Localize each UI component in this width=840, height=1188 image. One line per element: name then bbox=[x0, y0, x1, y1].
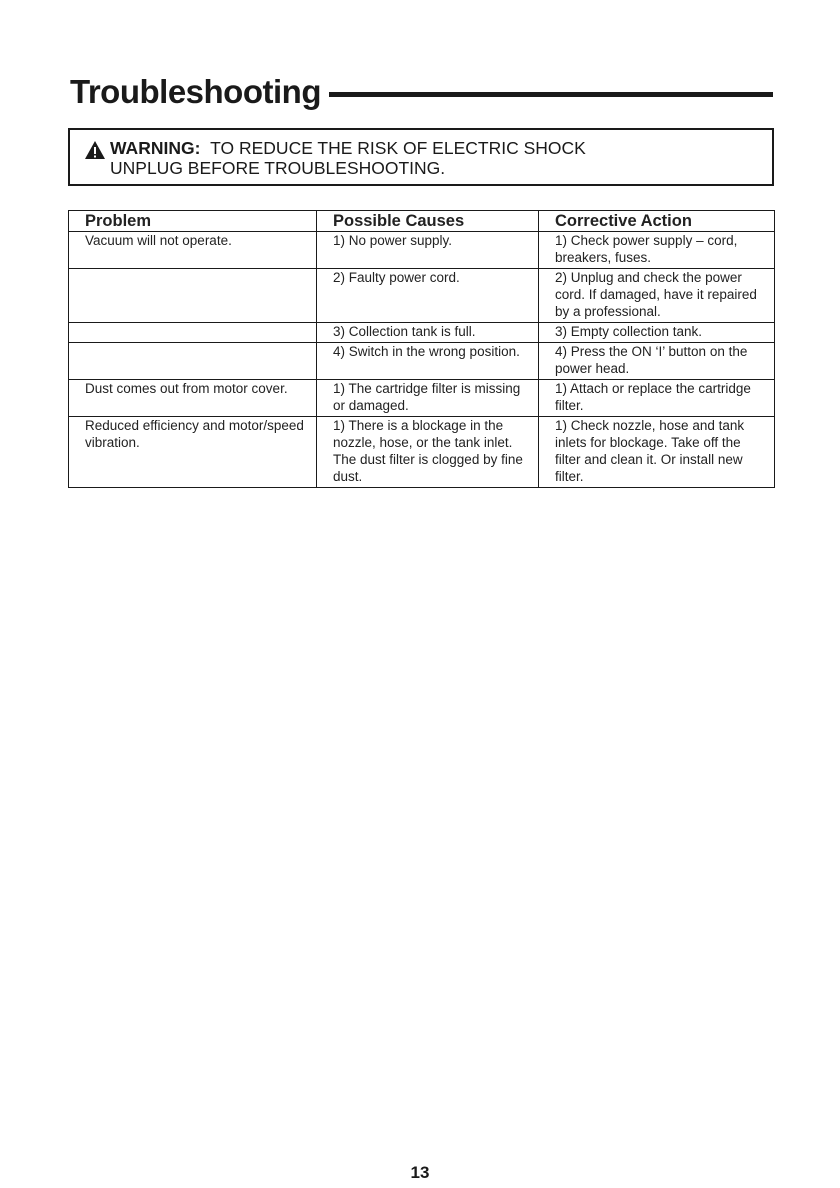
cause-cell: 2) Faulty power cord. bbox=[317, 269, 539, 323]
cause-cell: 4) Switch in the wrong position. bbox=[317, 343, 539, 380]
page-title: Troubleshooting bbox=[70, 73, 321, 110]
header-problem: Problem bbox=[69, 211, 317, 232]
table-row bbox=[69, 269, 775, 323]
action-cell: 1) Check nozzle, hose and tank inlets for blockage. Take off the filter and clean it. Or install new filter. bbox=[539, 417, 775, 488]
problem-cell: Reduced efficiency and motor/speed vibration. bbox=[69, 417, 317, 488]
action-cell: 1) Check power supply – cord, breakers, fuses. bbox=[539, 232, 775, 269]
warning-label: WARNING: bbox=[110, 138, 201, 158]
table-row bbox=[69, 417, 775, 488]
problem-cell bbox=[69, 343, 317, 380]
warning-line-1 bbox=[110, 138, 586, 159]
problem-cell bbox=[69, 323, 317, 343]
problem-cell: Vacuum will not operate. bbox=[69, 232, 317, 269]
warning-triangle-icon bbox=[84, 140, 106, 160]
action-cell: 4) Press the ON ‘I’ button on the power head. bbox=[539, 343, 775, 380]
action-cell: 2) Unplug and check the power cord. If damaged, have it repaired by a professional. bbox=[539, 269, 775, 323]
title-rule bbox=[329, 92, 773, 97]
page-number: 13 bbox=[410, 1163, 430, 1182]
warning-text: TO REDUCE THE RISK OF ELECTRIC SHOCK bbox=[210, 138, 586, 158]
warning-line-2: UNPLUG BEFORE TROUBLESHOOTING. bbox=[110, 158, 446, 178]
cause-cell: 1) No power supply. bbox=[317, 232, 539, 269]
troubleshooting-table bbox=[68, 210, 775, 488]
table-row bbox=[69, 323, 775, 343]
warning-box bbox=[68, 128, 774, 186]
problem-cell: Dust comes out from motor cover. bbox=[69, 380, 317, 417]
cause-cell: 1) The cartridge filter is missing or damaged. bbox=[317, 380, 539, 417]
cause-cell: 1) There is a blockage in the nozzle, hose, or the tank inlet. The dust filter is clogged by fine dust. bbox=[317, 417, 539, 488]
page-header bbox=[70, 72, 773, 112]
cause-cell: 3) Collection tank is full. bbox=[317, 323, 539, 343]
table-row bbox=[69, 232, 775, 269]
problem-cell bbox=[69, 269, 317, 323]
header-possible-causes: Possible Causes bbox=[317, 211, 539, 232]
header-corrective-action: Corrective Action bbox=[539, 211, 775, 232]
table-header-row bbox=[69, 211, 775, 232]
action-cell: 3) Empty collection tank. bbox=[539, 323, 775, 343]
action-cell: 1) Attach or replace the cartridge filter. bbox=[539, 380, 775, 417]
table-row bbox=[69, 380, 775, 417]
table-row bbox=[69, 343, 775, 380]
